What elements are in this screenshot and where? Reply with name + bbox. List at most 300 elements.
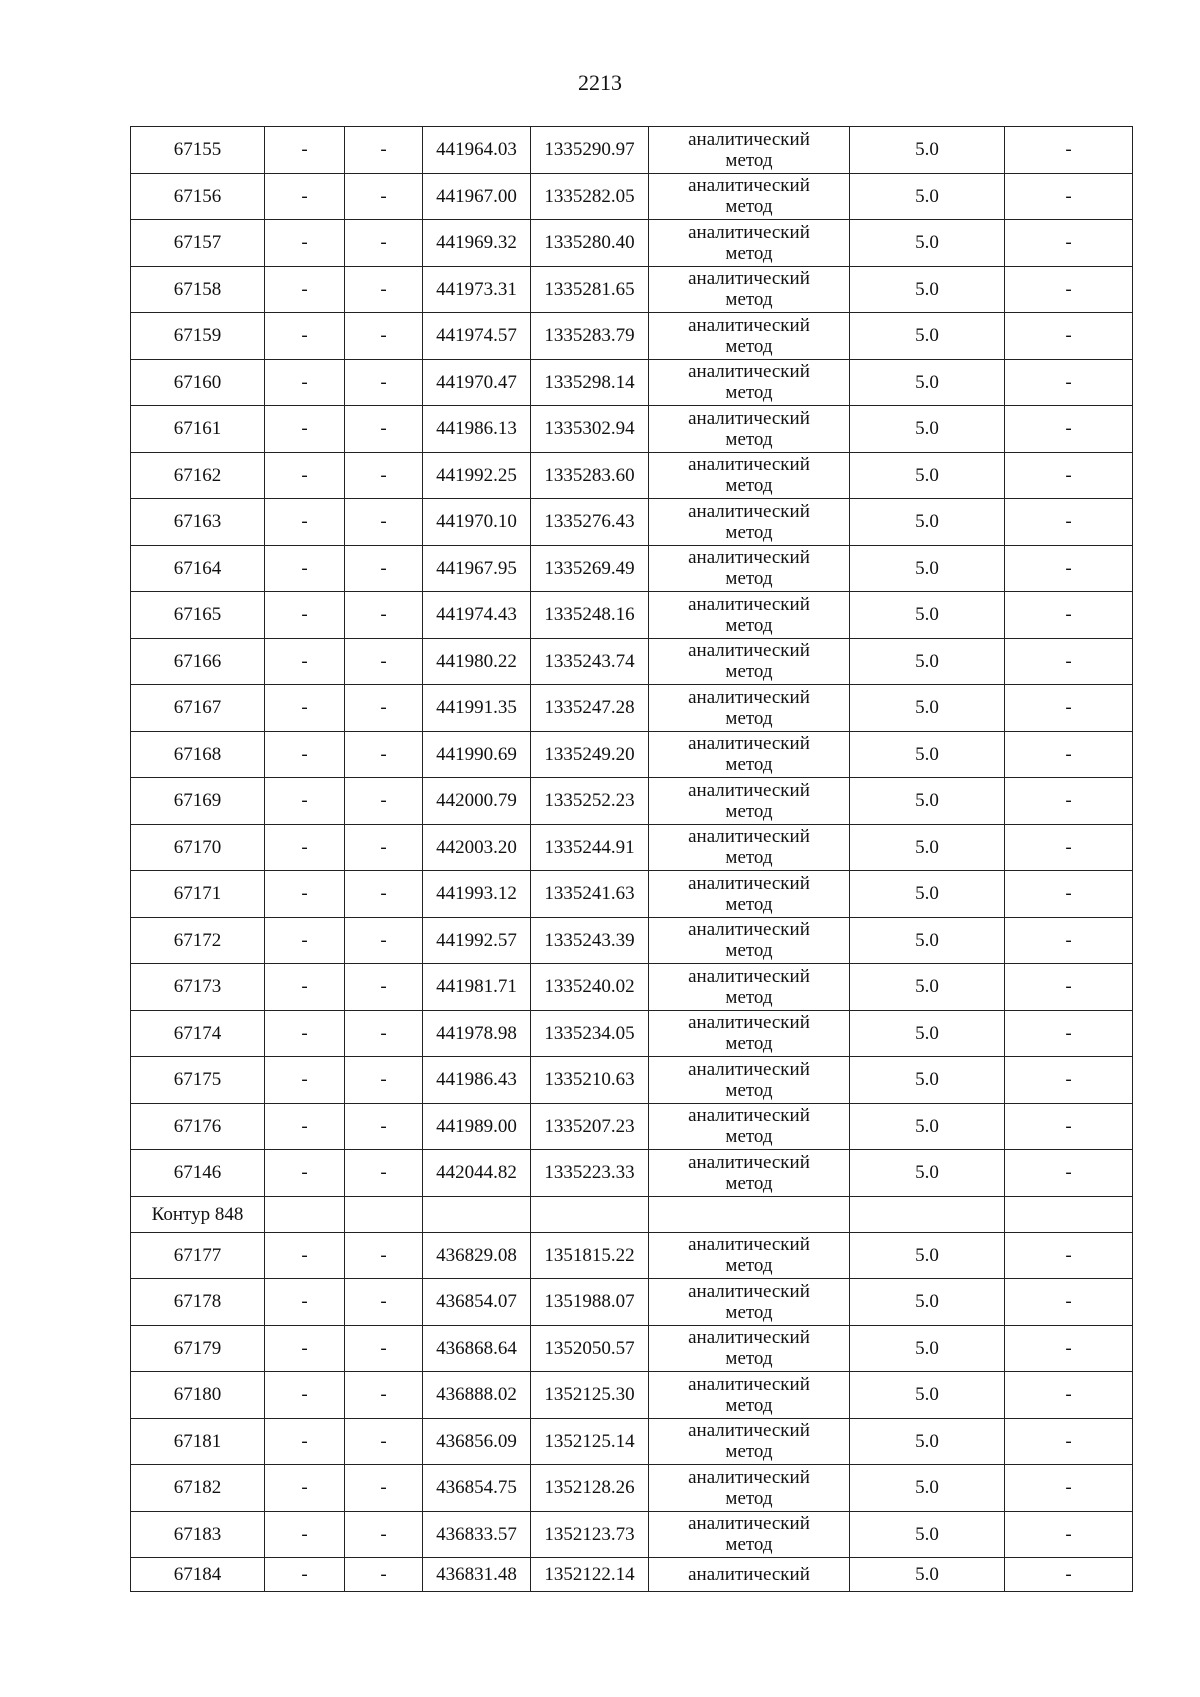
method-text: аналитический	[688, 175, 810, 197]
method-cell	[649, 685, 850, 732]
x-coordinate-cell: 441981.71	[423, 964, 531, 1011]
table-row	[131, 173, 1133, 220]
precision-cell: 5.0	[850, 871, 1005, 918]
y-coordinate-cell: 1335244.91	[531, 824, 649, 871]
note-cell: -	[1005, 127, 1133, 174]
table-row	[131, 127, 1133, 174]
method-text: аналитический	[688, 547, 810, 569]
table-row	[131, 452, 1133, 499]
x-coordinate-cell: 436829.08	[423, 1232, 531, 1279]
y-coordinate-cell: 1335283.60	[531, 452, 649, 499]
column-2-cell: -	[265, 1057, 345, 1104]
point-id-cell: 67165	[131, 592, 265, 639]
method-text: метод	[725, 1487, 773, 1509]
column-2-cell: -	[265, 1010, 345, 1057]
column-3-cell: -	[345, 1150, 423, 1197]
y-coordinate-cell: 1352122.14	[531, 1558, 649, 1592]
table-row	[131, 824, 1133, 871]
note-cell: -	[1005, 452, 1133, 499]
column-2-cell: -	[265, 266, 345, 313]
precision-cell: 5.0	[850, 220, 1005, 267]
precision-cell: 5.0	[850, 313, 1005, 360]
column-2-cell: -	[265, 964, 345, 1011]
precision-cell: 5.0	[850, 452, 1005, 499]
method-text: метод	[725, 1255, 773, 1277]
column-2-cell: -	[265, 173, 345, 220]
precision-cell: 5.0	[850, 1279, 1005, 1326]
precision-cell: 5.0	[850, 1465, 1005, 1512]
column-3-cell: -	[345, 1103, 423, 1150]
y-coordinate-cell: 1335249.20	[531, 731, 649, 778]
table-row	[131, 1372, 1133, 1419]
method-cell	[649, 638, 850, 685]
table-row	[131, 1511, 1133, 1558]
method-text: аналитический	[688, 1420, 810, 1442]
note-cell: -	[1005, 917, 1133, 964]
precision-cell: 5.0	[850, 406, 1005, 453]
method-text: метод	[725, 847, 773, 869]
point-id-cell: 67167	[131, 685, 265, 732]
method-cell	[649, 1010, 850, 1057]
method-cell	[649, 1150, 850, 1197]
table-row	[131, 1150, 1133, 1197]
column-3-cell: -	[345, 1325, 423, 1372]
precision-cell: 5.0	[850, 824, 1005, 871]
point-id-cell: 67160	[131, 359, 265, 406]
note-cell: -	[1005, 871, 1133, 918]
method-cell	[649, 127, 850, 174]
note-cell: -	[1005, 1372, 1133, 1419]
note-cell: -	[1005, 1465, 1133, 1512]
column-3-cell: -	[345, 1418, 423, 1465]
y-coordinate-cell: 1335276.43	[531, 499, 649, 546]
note-cell: -	[1005, 1010, 1133, 1057]
table-row	[131, 545, 1133, 592]
method-text: аналитический	[688, 454, 810, 476]
empty-cell	[1005, 1196, 1133, 1232]
column-2-cell: -	[265, 824, 345, 871]
y-coordinate-cell: 1335252.23	[531, 778, 649, 825]
precision-cell: 5.0	[850, 1325, 1005, 1372]
method-text: аналитический	[688, 1105, 810, 1127]
column-2-cell: -	[265, 871, 345, 918]
x-coordinate-cell: 441967.95	[423, 545, 531, 592]
precision-cell: 5.0	[850, 266, 1005, 313]
x-coordinate-cell: 441990.69	[423, 731, 531, 778]
precision-cell: 5.0	[850, 1232, 1005, 1279]
x-coordinate-cell: 441993.12	[423, 871, 531, 918]
point-id-cell: 67155	[131, 127, 265, 174]
method-text: аналитический	[688, 1466, 810, 1488]
method-text: аналитический	[688, 965, 810, 987]
method-text: метод	[725, 986, 773, 1008]
method-text: аналитический	[688, 1373, 810, 1395]
page-number: 2213	[578, 70, 622, 95]
empty-cell	[423, 1196, 531, 1232]
note-cell: -	[1005, 731, 1133, 778]
column-2-cell: -	[265, 220, 345, 267]
column-3-cell: -	[345, 778, 423, 825]
method-cell	[649, 778, 850, 825]
point-id-cell: 67175	[131, 1057, 265, 1104]
method-cell	[649, 220, 850, 267]
note-cell: -	[1005, 1279, 1133, 1326]
x-coordinate-cell: 441969.32	[423, 220, 531, 267]
empty-cell	[850, 1196, 1005, 1232]
note-cell: -	[1005, 359, 1133, 406]
empty-cell	[649, 1196, 850, 1232]
point-id-cell: 67183	[131, 1511, 265, 1558]
y-coordinate-cell: 1335290.97	[531, 127, 649, 174]
precision-cell: 5.0	[850, 1511, 1005, 1558]
method-text: метод	[725, 568, 773, 590]
precision-cell: 5.0	[850, 964, 1005, 1011]
column-3-cell: -	[345, 127, 423, 174]
method-text: метод	[725, 196, 773, 218]
column-2-cell: -	[265, 359, 345, 406]
precision-cell: 5.0	[850, 1057, 1005, 1104]
method-text: аналитический	[688, 779, 810, 801]
column-3-cell: -	[345, 1279, 423, 1326]
note-cell: -	[1005, 778, 1133, 825]
y-coordinate-cell: 1351988.07	[531, 1279, 649, 1326]
x-coordinate-cell: 441974.43	[423, 592, 531, 639]
column-3-cell: -	[345, 266, 423, 313]
method-text: аналитический	[688, 1280, 810, 1302]
precision-cell: 5.0	[850, 127, 1005, 174]
y-coordinate-cell: 1335243.74	[531, 638, 649, 685]
column-2-cell: -	[265, 1465, 345, 1512]
method-cell	[649, 1372, 850, 1419]
method-text: аналитический	[688, 593, 810, 615]
note-cell: -	[1005, 1418, 1133, 1465]
table-row	[131, 917, 1133, 964]
table-row	[131, 685, 1133, 732]
method-cell	[649, 1465, 850, 1512]
column-2-cell: -	[265, 731, 345, 778]
table-row	[131, 1103, 1133, 1150]
method-text: метод	[725, 149, 773, 171]
method-text: метод	[725, 521, 773, 543]
note-cell: -	[1005, 1103, 1133, 1150]
table-body	[131, 127, 1133, 1592]
y-coordinate-cell: 1335283.79	[531, 313, 649, 360]
point-id-cell: 67184	[131, 1558, 265, 1592]
method-text: метод	[725, 707, 773, 729]
column-2-cell: -	[265, 127, 345, 174]
column-2-cell: -	[265, 452, 345, 499]
point-id-cell: 67161	[131, 406, 265, 453]
column-2-cell: -	[265, 1279, 345, 1326]
method-cell	[649, 917, 850, 964]
precision-cell: 5.0	[850, 1010, 1005, 1057]
note-cell: -	[1005, 1325, 1133, 1372]
method-text: аналитический	[688, 733, 810, 755]
note-cell: -	[1005, 220, 1133, 267]
method-cell	[649, 871, 850, 918]
point-id-cell: 67177	[131, 1232, 265, 1279]
method-text: метод	[725, 1534, 773, 1556]
method-text: метод	[725, 1079, 773, 1101]
note-cell: -	[1005, 1511, 1133, 1558]
x-coordinate-cell: 436831.48	[423, 1558, 531, 1592]
method-text: аналитический	[688, 872, 810, 894]
column-3-cell: -	[345, 173, 423, 220]
y-coordinate-cell: 1352128.26	[531, 1465, 649, 1512]
method-cell	[649, 266, 850, 313]
table-row	[131, 220, 1133, 267]
method-text: аналитический	[688, 268, 810, 290]
method-text: метод	[725, 893, 773, 915]
point-id-cell: 67170	[131, 824, 265, 871]
note-cell: -	[1005, 313, 1133, 360]
column-2-cell: -	[265, 1325, 345, 1372]
method-cell	[649, 1558, 850, 1592]
x-coordinate-cell: 436833.57	[423, 1511, 531, 1558]
table-row	[131, 1465, 1133, 1512]
column-2-cell: -	[265, 917, 345, 964]
point-id-cell: 67169	[131, 778, 265, 825]
column-2-cell: -	[265, 685, 345, 732]
note-cell: -	[1005, 1558, 1133, 1592]
x-coordinate-cell: 441992.25	[423, 452, 531, 499]
x-coordinate-cell: 436856.09	[423, 1418, 531, 1465]
note-cell: -	[1005, 1150, 1133, 1197]
y-coordinate-cell: 1352050.57	[531, 1325, 649, 1372]
method-cell	[649, 1279, 850, 1326]
table-row	[131, 499, 1133, 546]
column-2-cell: -	[265, 1558, 345, 1592]
point-id-cell: 67178	[131, 1279, 265, 1326]
method-text: аналитический	[688, 1513, 810, 1535]
empty-cell	[345, 1196, 423, 1232]
y-coordinate-cell: 1335298.14	[531, 359, 649, 406]
table-row	[131, 359, 1133, 406]
table-row	[131, 1232, 1133, 1279]
precision-cell: 5.0	[850, 638, 1005, 685]
column-3-cell: -	[345, 638, 423, 685]
note-cell: -	[1005, 638, 1133, 685]
table-row	[131, 1418, 1133, 1465]
point-id-cell: 67179	[131, 1325, 265, 1372]
x-coordinate-cell: 441978.98	[423, 1010, 531, 1057]
column-3-cell: -	[345, 313, 423, 360]
point-id-cell: 67162	[131, 452, 265, 499]
x-coordinate-cell: 441989.00	[423, 1103, 531, 1150]
x-coordinate-cell: 441980.22	[423, 638, 531, 685]
precision-cell: 5.0	[850, 685, 1005, 732]
method-text: аналитический	[688, 500, 810, 522]
method-text: аналитический	[688, 1234, 810, 1256]
note-cell: -	[1005, 824, 1133, 871]
column-2-cell: -	[265, 1232, 345, 1279]
point-id-cell: 67164	[131, 545, 265, 592]
note-cell: -	[1005, 592, 1133, 639]
method-text: аналитический	[688, 919, 810, 941]
y-coordinate-cell: 1335281.65	[531, 266, 649, 313]
method-text: метод	[725, 1172, 773, 1194]
y-coordinate-cell: 1335234.05	[531, 1010, 649, 1057]
column-3-cell: -	[345, 499, 423, 546]
table-row	[131, 1010, 1133, 1057]
method-cell	[649, 359, 850, 406]
column-3-cell: -	[345, 452, 423, 499]
note-cell: -	[1005, 173, 1133, 220]
precision-cell: 5.0	[850, 545, 1005, 592]
note-cell: -	[1005, 685, 1133, 732]
table-row	[131, 406, 1133, 453]
x-coordinate-cell: 441967.00	[423, 173, 531, 220]
method-text: метод	[725, 800, 773, 822]
precision-cell: 5.0	[850, 173, 1005, 220]
method-text: метод	[725, 614, 773, 636]
note-cell: -	[1005, 964, 1133, 1011]
point-id-cell: 67163	[131, 499, 265, 546]
table-row	[131, 1057, 1133, 1104]
method-text: аналитический	[688, 826, 810, 848]
column-3-cell: -	[345, 592, 423, 639]
method-text: аналитический	[688, 128, 810, 150]
method-text: метод	[725, 382, 773, 404]
point-id-cell: 67156	[131, 173, 265, 220]
precision-cell: 5.0	[850, 778, 1005, 825]
method-text: аналитический	[688, 1058, 810, 1080]
column-3-cell: -	[345, 1232, 423, 1279]
column-2-cell: -	[265, 406, 345, 453]
method-text: аналитический	[688, 1327, 810, 1349]
empty-cell	[265, 1196, 345, 1232]
empty-cell	[531, 1196, 649, 1232]
note-cell: -	[1005, 545, 1133, 592]
y-coordinate-cell: 1352123.73	[531, 1511, 649, 1558]
method-cell	[649, 313, 850, 360]
y-coordinate-cell: 1335247.28	[531, 685, 649, 732]
method-text: метод	[725, 1126, 773, 1148]
column-3-cell: -	[345, 406, 423, 453]
method-text: метод	[725, 289, 773, 311]
column-2-cell: -	[265, 1418, 345, 1465]
precision-cell: 5.0	[850, 1103, 1005, 1150]
point-id-cell: 67174	[131, 1010, 265, 1057]
method-text: аналитический	[688, 1012, 810, 1034]
precision-cell: 5.0	[850, 1150, 1005, 1197]
method-text: метод	[725, 1441, 773, 1463]
column-3-cell: -	[345, 917, 423, 964]
y-coordinate-cell: 1335280.40	[531, 220, 649, 267]
y-coordinate-cell: 1352125.30	[531, 1372, 649, 1419]
note-cell: -	[1005, 499, 1133, 546]
note-cell: -	[1005, 1057, 1133, 1104]
note-cell: -	[1005, 1232, 1133, 1279]
x-coordinate-cell: 436868.64	[423, 1325, 531, 1372]
method-cell	[649, 1511, 850, 1558]
point-id-cell: 67181	[131, 1418, 265, 1465]
method-cell	[649, 1418, 850, 1465]
column-2-cell: -	[265, 545, 345, 592]
table-row	[131, 871, 1133, 918]
point-id-cell: 67171	[131, 871, 265, 918]
method-text: метод	[725, 242, 773, 264]
x-coordinate-cell: 441973.31	[423, 266, 531, 313]
x-coordinate-cell: 441986.43	[423, 1057, 531, 1104]
table-row	[131, 266, 1133, 313]
method-cell	[649, 406, 850, 453]
point-id-cell: 67159	[131, 313, 265, 360]
contour-label: Контур 848	[131, 1196, 265, 1232]
table-row	[131, 731, 1133, 778]
x-coordinate-cell: 442003.20	[423, 824, 531, 871]
precision-cell: 5.0	[850, 1372, 1005, 1419]
precision-cell: 5.0	[850, 1558, 1005, 1592]
point-id-cell: 67176	[131, 1103, 265, 1150]
column-2-cell: -	[265, 313, 345, 360]
method-cell	[649, 1103, 850, 1150]
table-row	[131, 1558, 1133, 1592]
x-coordinate-cell: 442044.82	[423, 1150, 531, 1197]
point-id-cell: 67168	[131, 731, 265, 778]
table-row	[131, 313, 1133, 360]
point-id-cell: 67172	[131, 917, 265, 964]
y-coordinate-cell: 1335210.63	[531, 1057, 649, 1104]
column-2-cell: -	[265, 1372, 345, 1419]
column-3-cell: -	[345, 1010, 423, 1057]
column-2-cell: -	[265, 778, 345, 825]
method-text: метод	[725, 754, 773, 776]
column-2-cell: -	[265, 1150, 345, 1197]
method-cell	[649, 731, 850, 778]
method-text: метод	[725, 1394, 773, 1416]
column-3-cell: -	[345, 871, 423, 918]
note-cell: -	[1005, 406, 1133, 453]
x-coordinate-cell: 441974.57	[423, 313, 531, 360]
method-text: аналитический	[688, 314, 810, 336]
column-3-cell: -	[345, 1372, 423, 1419]
precision-cell: 5.0	[850, 1418, 1005, 1465]
point-id-cell: 67146	[131, 1150, 265, 1197]
point-id-cell: 67158	[131, 266, 265, 313]
column-3-cell: -	[345, 685, 423, 732]
contour-header-row	[131, 1196, 1133, 1232]
y-coordinate-cell: 1335302.94	[531, 406, 649, 453]
x-coordinate-cell: 436854.07	[423, 1279, 531, 1326]
method-text: метод	[725, 335, 773, 357]
method-text: аналитический	[688, 1564, 810, 1585]
y-coordinate-cell: 1335207.23	[531, 1103, 649, 1150]
column-3-cell: -	[345, 220, 423, 267]
point-id-cell: 67157	[131, 220, 265, 267]
method-text: метод	[725, 1348, 773, 1370]
x-coordinate-cell: 441970.10	[423, 499, 531, 546]
column-3-cell: -	[345, 359, 423, 406]
method-text: метод	[725, 940, 773, 962]
x-coordinate-cell: 441964.03	[423, 127, 531, 174]
table-row	[131, 638, 1133, 685]
table-row	[131, 1325, 1133, 1372]
x-coordinate-cell: 441970.47	[423, 359, 531, 406]
column-2-cell: -	[265, 592, 345, 639]
method-text: аналитический	[688, 640, 810, 662]
x-coordinate-cell: 441986.13	[423, 406, 531, 453]
column-3-cell: -	[345, 964, 423, 1011]
x-coordinate-cell: 436854.75	[423, 1465, 531, 1512]
note-cell: -	[1005, 266, 1133, 313]
precision-cell: 5.0	[850, 359, 1005, 406]
y-coordinate-cell: 1335282.05	[531, 173, 649, 220]
column-3-cell: -	[345, 545, 423, 592]
table-row	[131, 964, 1133, 1011]
method-text: аналитический	[688, 361, 810, 383]
method-text: аналитический	[688, 686, 810, 708]
